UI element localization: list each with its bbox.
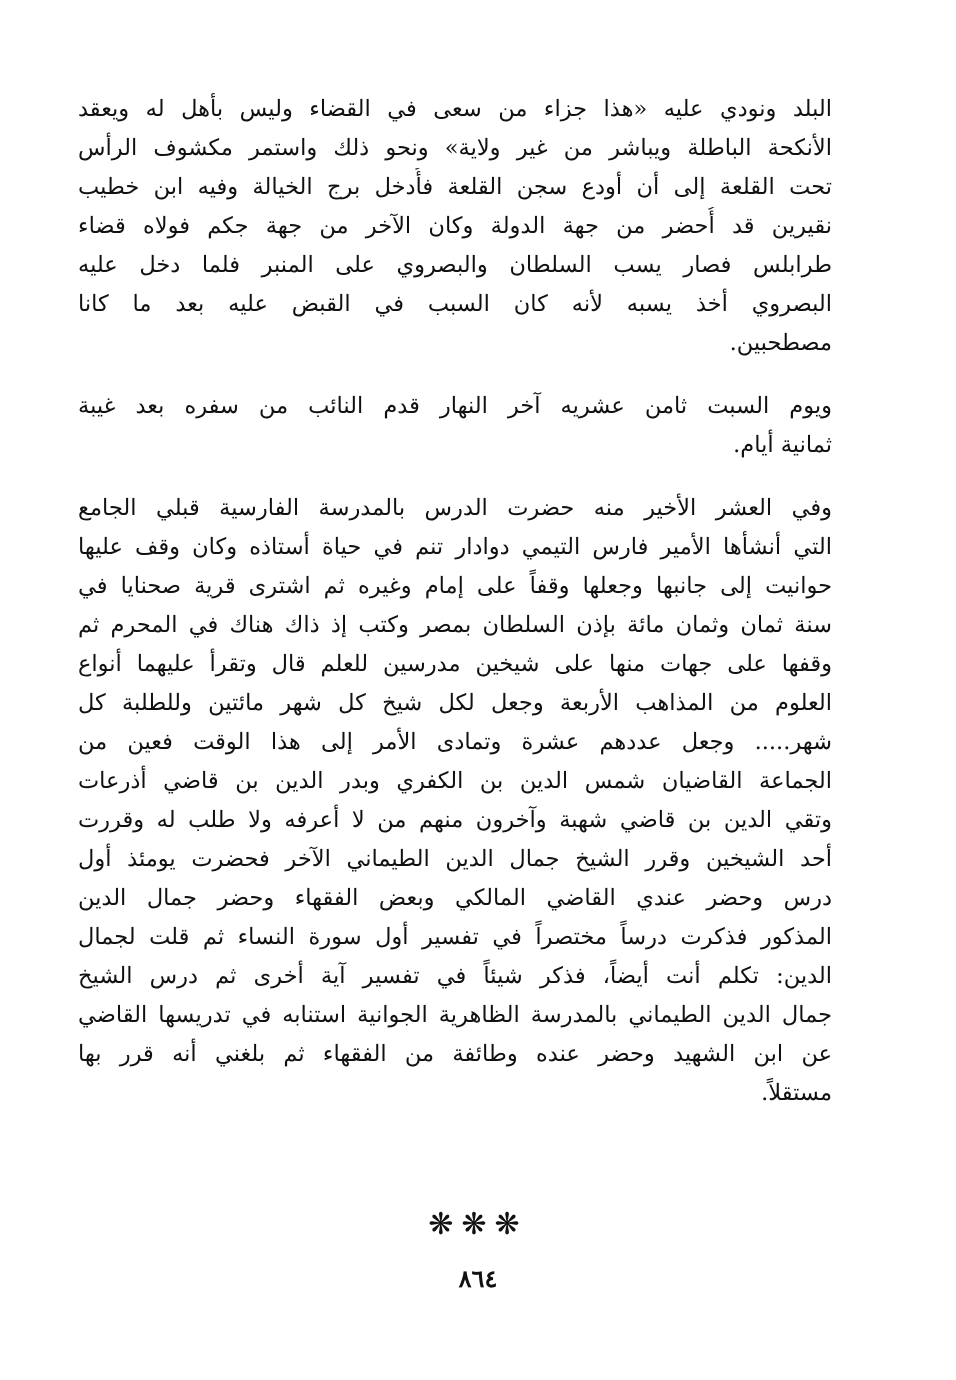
paragraph-2 [78, 387, 832, 465]
text-line: البلد ونودي عليه «هذا جزاء من سعى في القضاء وليس بأهل له ويعقد [78, 96, 832, 122]
text-line: سنة ثمان وثمان مائة بإذن السلطان بمصر وكتب إذ ذاك هناك في المحرم ثم [78, 612, 832, 638]
text-line: تحت القلعة إلى أن أودع سجن القلعة فأُدخل برج الخيالة وفيه ابن خطيب [78, 174, 832, 200]
text-line: مستقلاً. [761, 1080, 832, 1106]
text-line: ثمانية أيام. [733, 432, 832, 458]
text-line: نقيرين قد أُحضر من جهة الدولة وكان الآخر من جهة جكم فولاه قضاء [78, 213, 832, 239]
text-line: درس وحضر عندي القاضي المالكي وبعض الفقهاء وحضر جمال الدين [78, 885, 832, 911]
page-number: ٨٦٤ [458, 1264, 498, 1293]
text-line: طرابلس فصار يسب السلطان والبصروي على المنبر فلما دخل عليه [78, 252, 832, 278]
text-line: أحد الشيخين وقرر الشيخ جمال الدين الطيماني الآخر فحضرت يومئذ أول [78, 846, 832, 872]
text-line: الدين: تكلم أنت أيضاً، فذكر شيئاً في تفسير آية أخرى ثم درس الشيخ [78, 963, 832, 989]
text-line: ويوم السبت ثامن عشريه آخر النهار قدم النائب من سفره بعد غيبة [78, 393, 832, 419]
text-line: الجماعة القاضيان شمس الدين بن الكفري وبدر الدين بن قاضي أذرعات [78, 768, 832, 794]
text-line: التي أنشأها الأمير فارس التيمي دوادار تنم في حياة أستاذه وكان وقف عليها [78, 534, 832, 560]
text-line: الأنكحة الباطلة ويباشر من غير ولاية» ونحو ذلك واستمر مكشوف الرأس [78, 135, 832, 161]
text-line: جمال الدين الطيماني بالمدرسة الظاهرية الجوانية استنابه في تدريسها القاضي [78, 1002, 832, 1028]
text-line: البصروي أخذ يسبه لأنه كان السبب في القبض عليه بعد ما كانا [78, 291, 832, 317]
text-line: وفي العشر الأخير منه حضرت الدرس بالمدرسة الفارسية قبلي الجامع [78, 495, 832, 521]
text-line: وقفها على جهات منها على شيخين مدرسين للعلم قال وتقرأ عليهما أنواع [78, 651, 832, 677]
text-line: العلوم من المذاهب الأربعة وجعل لكل شيخ كل شهر مائتين وللطلبة كل [78, 690, 832, 716]
text-line: شهر..... وجعل عددهم عشرة وتمادى الأمر إلى هذا الوقت فعين من [78, 729, 832, 755]
text-line: عن ابن الشهيد وحضر عنده وطائفة من الفقهاء ثم بلغني أنه قرر بها [78, 1041, 832, 1067]
page-body [78, 90, 832, 1113]
paragraph-1 [78, 90, 832, 363]
text-line: حوانيت إلى جانبها وجعلها وقفاً على إمام وغيره ثم اشترى قرية صحنايا في [78, 573, 832, 599]
text-line: المذكور فذكرت درساً مختصراً في تفسير أول سورة النساء ثم قلت لجمال [78, 924, 832, 950]
section-ornament: ❋❋❋ [428, 1207, 528, 1242]
paragraph-3 [78, 489, 832, 1113]
text-line: مصطحبين. [729, 330, 832, 356]
text-line: وتقي الدين بن قاضي شهبة وآخرون منهم من لا أعرفه ولا طلب له وقررت [78, 807, 832, 833]
